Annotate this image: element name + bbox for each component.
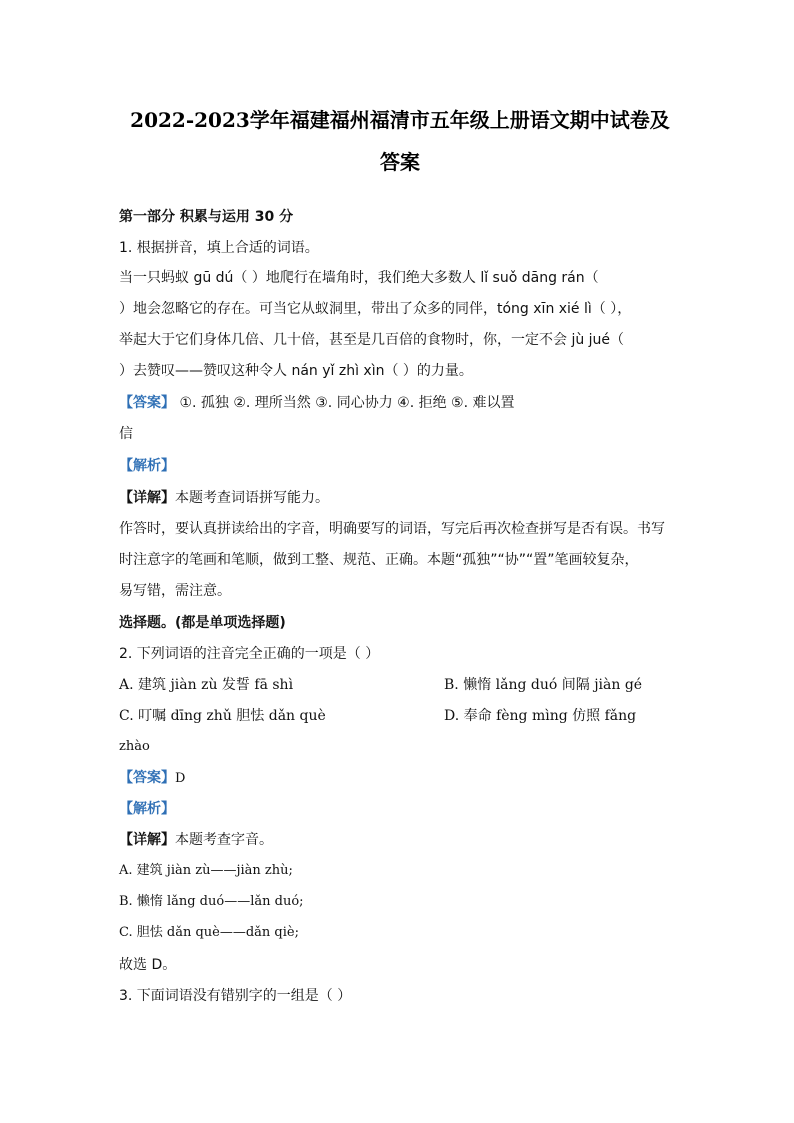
- document-title-cont: 答案: [380, 150, 420, 174]
- detail-label: 【详解】: [119, 490, 175, 506]
- option-d-cont: zhào: [119, 739, 150, 754]
- explanation-line: C. 胆怯 dǎn què——dǎn qiè;: [119, 925, 299, 940]
- answer-text: D: [175, 771, 186, 786]
- analysis-label: 【解析】: [119, 801, 175, 817]
- detail-row: [119, 488, 329, 508]
- section-heading: 选择题。(都是单项选择题): [119, 615, 286, 631]
- explanation-line: B. 懒惰 lǎng duó——lǎn duó;: [119, 894, 304, 909]
- question-1-paragraph-line: 当一只蚂蚁 gū dú（ ）地爬行在墙角时，我们绝大多数人 lǐ suǒ dāng rán（: [119, 270, 599, 286]
- detail-text: 本题考查字音。: [175, 832, 273, 848]
- answer-text-cont: 信: [119, 426, 133, 442]
- question-3-stem: 3. 下面词语没有错别字的一组是（ ）: [119, 988, 352, 1004]
- question-1-paragraph-line: ）去赞叹——赞叹这种令人 nán yǐ zhì xìn（ ）的力量。: [119, 363, 473, 379]
- answer-row: [119, 768, 185, 789]
- option-c: C. 叮嘱 dīng zhǔ 胆怯 dǎn què: [119, 708, 326, 724]
- detail-label: 【详解】: [119, 832, 175, 848]
- question-2-stem: 2. 下列词语的注音完全正确的一项是（ ）: [119, 646, 380, 662]
- analysis-label: 【解析】: [119, 458, 175, 474]
- answer-row: [119, 393, 515, 413]
- document-title: 2022-2023学年福建福州福清市五年级上册语文期中试卷及: [130, 108, 670, 132]
- explanation-line: 易写错，需注意。: [119, 583, 231, 599]
- question-1-paragraph-line: 举起大于它们身体几倍、几十倍，甚至是几百倍的食物时，你，一定不会 jù jué（: [119, 332, 625, 348]
- answer-label: 【答案】: [119, 770, 175, 786]
- option-d: D. 奉命 fèng mìng 仿照 fǎng: [444, 708, 637, 724]
- answer-text: ①. 孤独 ②. 理所当然 ③. 同心协力 ④. 拒绝 ⑤. 难以置: [175, 395, 515, 411]
- question-1-paragraph-line: ）地会忽略它的存在。可当它从蚁洞里，带出了众多的同伴，tóng xīn xié lì（ ），: [119, 301, 632, 317]
- question-1-stem: 1. 根据拼音，填上合适的词语。: [119, 240, 319, 256]
- option-b: B. 懒惰 lǎng duó 间隔 jiàn gé: [444, 677, 643, 693]
- detail-row: [119, 830, 273, 850]
- explanation-line: 时注意字的笔画和笔顺，做到工整、规范、正确。本题“孤独”“协”“置”笔画较复杂，: [119, 552, 639, 568]
- section-heading: 第一部分 积累与运用 30 分: [119, 209, 294, 225]
- option-a: A. 建筑 jiàn zù 发誓 fā shì: [119, 677, 294, 693]
- answer-label: 【答案】: [119, 395, 175, 411]
- detail-text: 本题考查词语拼写能力。: [175, 490, 329, 506]
- explanation-line: A. 建筑 jiàn zù——jiàn zhù;: [119, 863, 293, 878]
- explanation-line: 作答时，要认真拼读给出的字音，明确要写的词语，写完后再次检查拼写是否有误。书写: [119, 521, 665, 537]
- explanation-line: 故选 D。: [119, 957, 177, 973]
